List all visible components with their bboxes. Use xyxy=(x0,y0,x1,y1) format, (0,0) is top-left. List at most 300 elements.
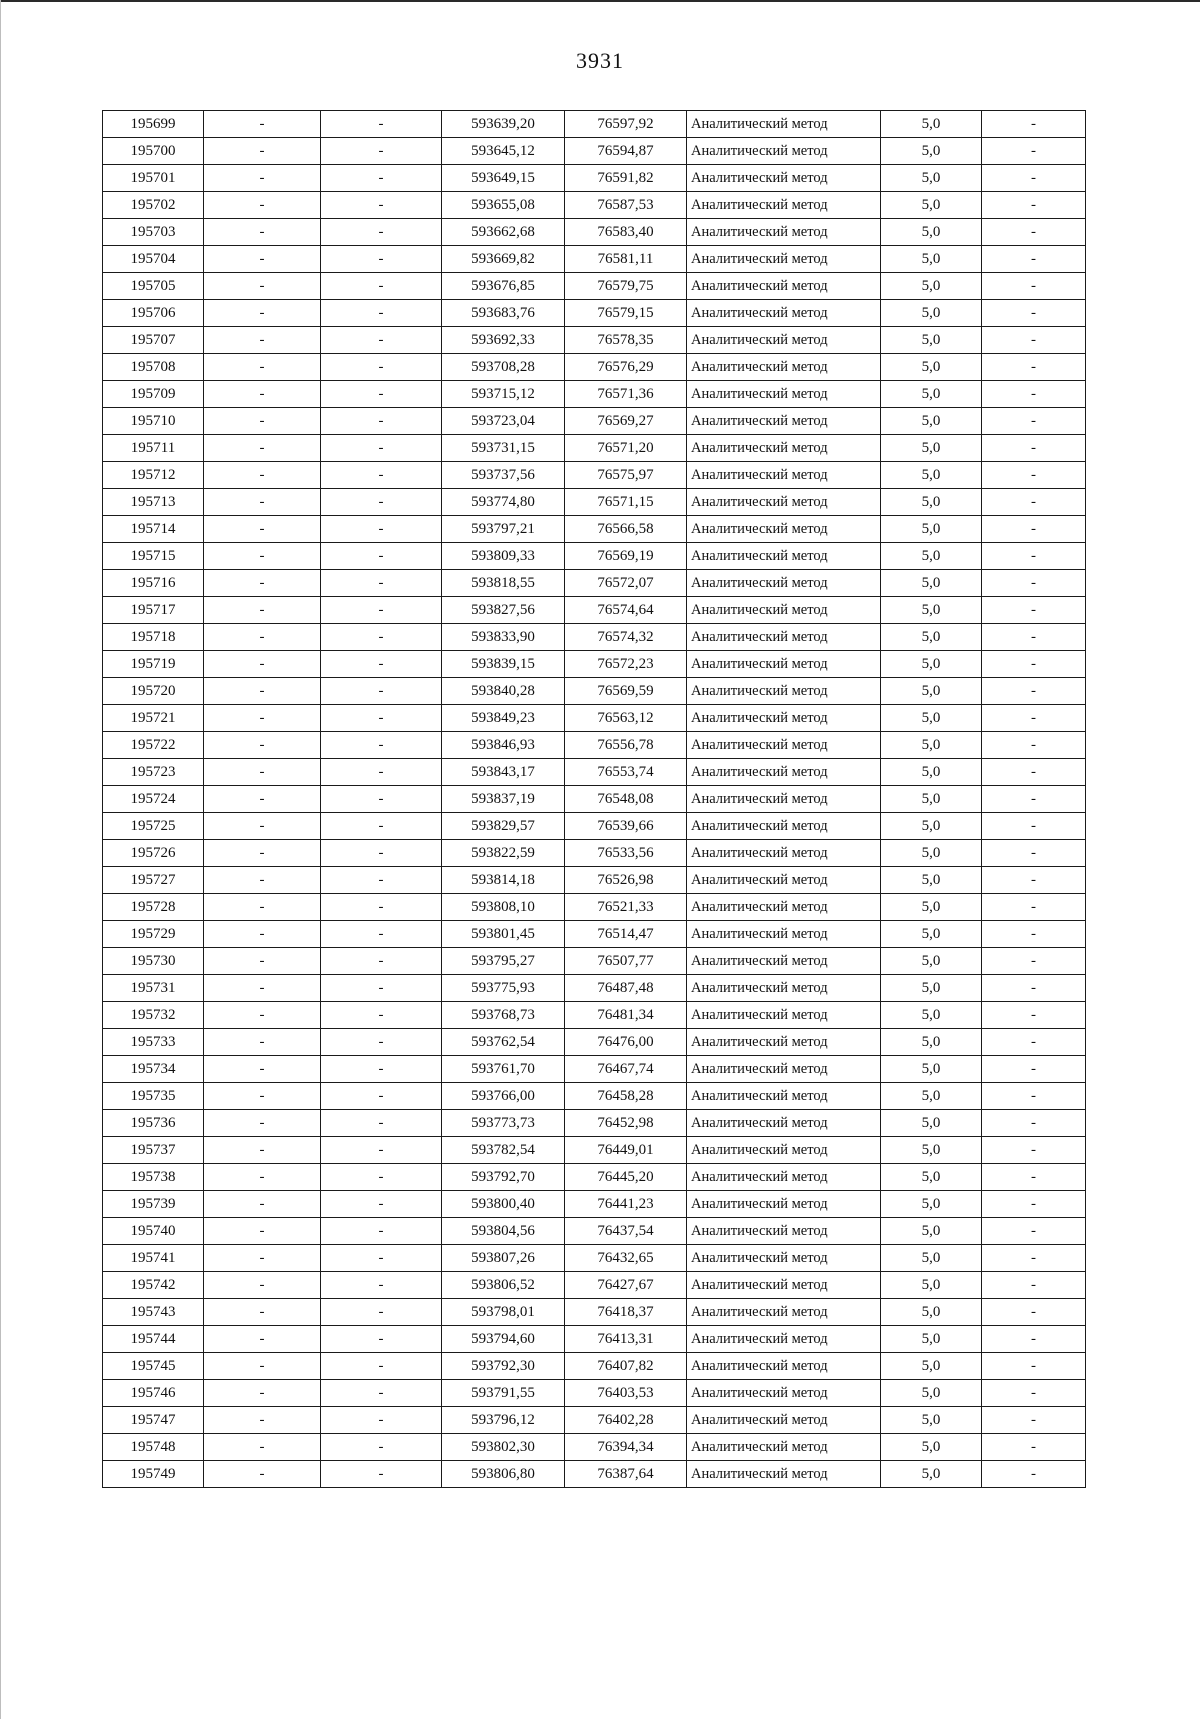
table-row xyxy=(103,894,1086,921)
cell-description: - xyxy=(982,678,1086,705)
cell-description: - xyxy=(982,1461,1086,1488)
table-row xyxy=(103,1164,1086,1191)
cell-y-coordinate: 76569,27 xyxy=(565,408,687,435)
cell-description: - xyxy=(982,1191,1086,1218)
cell-old-y: - xyxy=(321,597,442,624)
cell-old-x: - xyxy=(204,327,321,354)
cell-method: Аналитический метод xyxy=(687,1407,881,1434)
cell-y-coordinate: 76533,56 xyxy=(565,840,687,867)
cell-method: Аналитический метод xyxy=(687,624,881,651)
cell-y-coordinate: 76507,77 xyxy=(565,948,687,975)
cell-point-number: 195721 xyxy=(103,705,204,732)
cell-point-number: 195731 xyxy=(103,975,204,1002)
cell-description: - xyxy=(982,1056,1086,1083)
cell-old-y: - xyxy=(321,1056,442,1083)
cell-old-x: - xyxy=(204,1002,321,1029)
cell-method: Аналитический метод xyxy=(687,219,881,246)
cell-description: - xyxy=(982,975,1086,1002)
cell-method: Аналитический метод xyxy=(687,1326,881,1353)
cell-description: - xyxy=(982,273,1086,300)
cell-old-y: - xyxy=(321,894,442,921)
cell-description: - xyxy=(982,1245,1086,1272)
cell-old-x: - xyxy=(204,408,321,435)
cell-x-coordinate: 593809,33 xyxy=(442,543,565,570)
cell-x-coordinate: 593807,26 xyxy=(442,1245,565,1272)
cell-method: Аналитический метод xyxy=(687,975,881,1002)
cell-accuracy: 5,0 xyxy=(881,1245,982,1272)
cell-point-number: 195708 xyxy=(103,354,204,381)
cell-y-coordinate: 76569,19 xyxy=(565,543,687,570)
cell-accuracy: 5,0 xyxy=(881,381,982,408)
cell-description: - xyxy=(982,1110,1086,1137)
cell-point-number: 195746 xyxy=(103,1380,204,1407)
cell-point-number: 195738 xyxy=(103,1164,204,1191)
cell-method: Аналитический метод xyxy=(687,948,881,975)
cell-x-coordinate: 593731,15 xyxy=(442,435,565,462)
table-row xyxy=(103,381,1086,408)
cell-method: Аналитический метод xyxy=(687,867,881,894)
cell-point-number: 195702 xyxy=(103,192,204,219)
cell-accuracy: 5,0 xyxy=(881,1191,982,1218)
cell-old-x: - xyxy=(204,462,321,489)
cell-old-x: - xyxy=(204,354,321,381)
page-number: 3931 xyxy=(576,48,624,73)
cell-old-y: - xyxy=(321,489,442,516)
cell-x-coordinate: 593773,73 xyxy=(442,1110,565,1137)
cell-x-coordinate: 593822,59 xyxy=(442,840,565,867)
cell-description: - xyxy=(982,462,1086,489)
table-row xyxy=(103,300,1086,327)
cell-old-x: - xyxy=(204,1272,321,1299)
cell-point-number: 195728 xyxy=(103,894,204,921)
cell-point-number: 195703 xyxy=(103,219,204,246)
cell-method: Аналитический метод xyxy=(687,354,881,381)
cell-accuracy: 5,0 xyxy=(881,300,982,327)
table-row xyxy=(103,732,1086,759)
cell-x-coordinate: 593761,70 xyxy=(442,1056,565,1083)
cell-accuracy: 5,0 xyxy=(881,1407,982,1434)
cell-description: - xyxy=(982,165,1086,192)
cell-description: - xyxy=(982,597,1086,624)
cell-x-coordinate: 593662,68 xyxy=(442,219,565,246)
cell-y-coordinate: 76576,29 xyxy=(565,354,687,381)
cell-point-number: 195743 xyxy=(103,1299,204,1326)
cell-point-number: 195733 xyxy=(103,1029,204,1056)
cell-old-x: - xyxy=(204,759,321,786)
cell-accuracy: 5,0 xyxy=(881,867,982,894)
cell-y-coordinate: 76583,40 xyxy=(565,219,687,246)
table-row xyxy=(103,1137,1086,1164)
cell-method: Аналитический метод xyxy=(687,381,881,408)
cell-y-coordinate: 76407,82 xyxy=(565,1353,687,1380)
cell-accuracy: 5,0 xyxy=(881,1137,982,1164)
cell-accuracy: 5,0 xyxy=(881,516,982,543)
cell-point-number: 195735 xyxy=(103,1083,204,1110)
cell-y-coordinate: 76548,08 xyxy=(565,786,687,813)
cell-description: - xyxy=(982,1083,1086,1110)
cell-old-y: - xyxy=(321,975,442,1002)
table-row xyxy=(103,1218,1086,1245)
cell-old-x: - xyxy=(204,1407,321,1434)
cell-point-number: 195749 xyxy=(103,1461,204,1488)
cell-description: - xyxy=(982,786,1086,813)
cell-y-coordinate: 76539,66 xyxy=(565,813,687,840)
cell-accuracy: 5,0 xyxy=(881,732,982,759)
cell-method: Аналитический метод xyxy=(687,462,881,489)
cell-old-x: - xyxy=(204,381,321,408)
cell-x-coordinate: 593723,04 xyxy=(442,408,565,435)
cell-accuracy: 5,0 xyxy=(881,759,982,786)
cell-old-y: - xyxy=(321,1407,442,1434)
cell-point-number: 195737 xyxy=(103,1137,204,1164)
cell-old-y: - xyxy=(321,678,442,705)
table-row xyxy=(103,975,1086,1002)
cell-old-y: - xyxy=(321,1245,442,1272)
cell-description: - xyxy=(982,624,1086,651)
cell-old-x: - xyxy=(204,1380,321,1407)
cell-accuracy: 5,0 xyxy=(881,1002,982,1029)
cell-x-coordinate: 593795,27 xyxy=(442,948,565,975)
cell-accuracy: 5,0 xyxy=(881,111,982,138)
cell-y-coordinate: 76591,82 xyxy=(565,165,687,192)
cell-point-number: 195705 xyxy=(103,273,204,300)
cell-description: - xyxy=(982,570,1086,597)
cell-old-x: - xyxy=(204,651,321,678)
cell-method: Аналитический метод xyxy=(687,813,881,840)
cell-accuracy: 5,0 xyxy=(881,1272,982,1299)
cell-method: Аналитический метод xyxy=(687,840,881,867)
cell-old-y: - xyxy=(321,516,442,543)
cell-x-coordinate: 593798,01 xyxy=(442,1299,565,1326)
cell-y-coordinate: 76597,92 xyxy=(565,111,687,138)
cell-y-coordinate: 76572,23 xyxy=(565,651,687,678)
table-row xyxy=(103,867,1086,894)
cell-description: - xyxy=(982,1380,1086,1407)
cell-old-x: - xyxy=(204,840,321,867)
cell-x-coordinate: 593814,18 xyxy=(442,867,565,894)
cell-old-y: - xyxy=(321,246,442,273)
cell-x-coordinate: 593839,15 xyxy=(442,651,565,678)
cell-old-y: - xyxy=(321,165,442,192)
cell-y-coordinate: 76402,28 xyxy=(565,1407,687,1434)
cell-accuracy: 5,0 xyxy=(881,246,982,273)
cell-accuracy: 5,0 xyxy=(881,408,982,435)
cell-point-number: 195740 xyxy=(103,1218,204,1245)
cell-method: Аналитический метод xyxy=(687,786,881,813)
cell-description: - xyxy=(982,192,1086,219)
cell-description: - xyxy=(982,327,1086,354)
cell-old-y: - xyxy=(321,1110,442,1137)
coordinates-table-body xyxy=(103,111,1086,1488)
cell-old-x: - xyxy=(204,1326,321,1353)
cell-old-x: - xyxy=(204,516,321,543)
cell-method: Аналитический метод xyxy=(687,705,881,732)
table-row xyxy=(103,165,1086,192)
cell-description: - xyxy=(982,732,1086,759)
cell-old-y: - xyxy=(321,354,442,381)
cell-y-coordinate: 76437,54 xyxy=(565,1218,687,1245)
cell-y-coordinate: 76432,65 xyxy=(565,1245,687,1272)
cell-accuracy: 5,0 xyxy=(881,840,982,867)
cell-method: Аналитический метод xyxy=(687,246,881,273)
cell-old-y: - xyxy=(321,138,442,165)
cell-description: - xyxy=(982,1029,1086,1056)
cell-description: - xyxy=(982,1326,1086,1353)
cell-point-number: 195717 xyxy=(103,597,204,624)
cell-y-coordinate: 76481,34 xyxy=(565,1002,687,1029)
cell-accuracy: 5,0 xyxy=(881,597,982,624)
cell-y-coordinate: 76467,74 xyxy=(565,1056,687,1083)
cell-description: - xyxy=(982,408,1086,435)
cell-x-coordinate: 593837,19 xyxy=(442,786,565,813)
cell-description: - xyxy=(982,705,1086,732)
table-row xyxy=(103,570,1086,597)
table-row xyxy=(103,273,1086,300)
cell-y-coordinate: 76581,11 xyxy=(565,246,687,273)
cell-accuracy: 5,0 xyxy=(881,624,982,651)
cell-x-coordinate: 593827,56 xyxy=(442,597,565,624)
cell-accuracy: 5,0 xyxy=(881,462,982,489)
cell-old-x: - xyxy=(204,1137,321,1164)
cell-accuracy: 5,0 xyxy=(881,1218,982,1245)
cell-accuracy: 5,0 xyxy=(881,894,982,921)
cell-method: Аналитический метод xyxy=(687,678,881,705)
cell-description: - xyxy=(982,111,1086,138)
table-row xyxy=(103,246,1086,273)
cell-accuracy: 5,0 xyxy=(881,1083,982,1110)
cell-method: Аналитический метод xyxy=(687,651,881,678)
cell-description: - xyxy=(982,840,1086,867)
cell-y-coordinate: 76514,47 xyxy=(565,921,687,948)
cell-accuracy: 5,0 xyxy=(881,948,982,975)
cell-y-coordinate: 76579,75 xyxy=(565,273,687,300)
cell-method: Аналитический метод xyxy=(687,1002,881,1029)
cell-description: - xyxy=(982,813,1086,840)
cell-method: Аналитический метод xyxy=(687,1380,881,1407)
cell-method: Аналитический метод xyxy=(687,597,881,624)
cell-method: Аналитический метод xyxy=(687,1191,881,1218)
cell-x-coordinate: 593843,17 xyxy=(442,759,565,786)
cell-old-x: - xyxy=(204,813,321,840)
cell-old-y: - xyxy=(321,1137,442,1164)
cell-old-y: - xyxy=(321,462,442,489)
cell-old-y: - xyxy=(321,624,442,651)
table-row xyxy=(103,138,1086,165)
cell-x-coordinate: 593806,80 xyxy=(442,1461,565,1488)
cell-y-coordinate: 76487,48 xyxy=(565,975,687,1002)
cell-accuracy: 5,0 xyxy=(881,192,982,219)
cell-old-y: - xyxy=(321,948,442,975)
cell-accuracy: 5,0 xyxy=(881,705,982,732)
cell-method: Аналитический метод xyxy=(687,165,881,192)
cell-description: - xyxy=(982,1353,1086,1380)
cell-x-coordinate: 593794,60 xyxy=(442,1326,565,1353)
cell-old-x: - xyxy=(204,1299,321,1326)
cell-old-y: - xyxy=(321,570,442,597)
cell-x-coordinate: 593708,28 xyxy=(442,354,565,381)
cell-method: Аналитический метод xyxy=(687,1083,881,1110)
cell-method: Аналитический метод xyxy=(687,273,881,300)
cell-old-x: - xyxy=(204,732,321,759)
cell-old-y: - xyxy=(321,867,442,894)
cell-accuracy: 5,0 xyxy=(881,138,982,165)
cell-old-y: - xyxy=(321,300,442,327)
cell-description: - xyxy=(982,1272,1086,1299)
table-row xyxy=(103,543,1086,570)
cell-old-y: - xyxy=(321,1272,442,1299)
table-row xyxy=(103,786,1086,813)
cell-description: - xyxy=(982,489,1086,516)
cell-x-coordinate: 593840,28 xyxy=(442,678,565,705)
cell-old-x: - xyxy=(204,948,321,975)
cell-old-y: - xyxy=(321,813,442,840)
cell-point-number: 195701 xyxy=(103,165,204,192)
cell-method: Аналитический метод xyxy=(687,759,881,786)
cell-x-coordinate: 593766,00 xyxy=(442,1083,565,1110)
cell-method: Аналитический метод xyxy=(687,1029,881,1056)
cell-method: Аналитический метод xyxy=(687,1272,881,1299)
cell-x-coordinate: 593796,12 xyxy=(442,1407,565,1434)
cell-x-coordinate: 593849,23 xyxy=(442,705,565,732)
cell-method: Аналитический метод xyxy=(687,543,881,570)
cell-y-coordinate: 76556,78 xyxy=(565,732,687,759)
cell-method: Аналитический метод xyxy=(687,1164,881,1191)
cell-point-number: 195732 xyxy=(103,1002,204,1029)
cell-point-number: 195747 xyxy=(103,1407,204,1434)
table-row xyxy=(103,840,1086,867)
cell-y-coordinate: 76521,33 xyxy=(565,894,687,921)
table-row xyxy=(103,111,1086,138)
table-row xyxy=(103,516,1086,543)
cell-x-coordinate: 593800,40 xyxy=(442,1191,565,1218)
cell-point-number: 195699 xyxy=(103,111,204,138)
cell-old-y: - xyxy=(321,273,442,300)
scan-edge-top xyxy=(0,0,1200,2)
cell-x-coordinate: 593833,90 xyxy=(442,624,565,651)
cell-accuracy: 5,0 xyxy=(881,273,982,300)
cell-description: - xyxy=(982,1002,1086,1029)
cell-x-coordinate: 593792,70 xyxy=(442,1164,565,1191)
cell-x-coordinate: 593683,76 xyxy=(442,300,565,327)
cell-old-x: - xyxy=(204,1083,321,1110)
cell-y-coordinate: 76571,20 xyxy=(565,435,687,462)
cell-y-coordinate: 76574,32 xyxy=(565,624,687,651)
cell-accuracy: 5,0 xyxy=(881,570,982,597)
cell-old-x: - xyxy=(204,1029,321,1056)
cell-x-coordinate: 593818,55 xyxy=(442,570,565,597)
cell-x-coordinate: 593649,15 xyxy=(442,165,565,192)
cell-accuracy: 5,0 xyxy=(881,921,982,948)
cell-description: - xyxy=(982,435,1086,462)
table-row xyxy=(103,462,1086,489)
cell-accuracy: 5,0 xyxy=(881,543,982,570)
cell-old-x: - xyxy=(204,921,321,948)
table-row xyxy=(103,1245,1086,1272)
cell-accuracy: 5,0 xyxy=(881,1380,982,1407)
table-row xyxy=(103,1407,1086,1434)
cell-x-coordinate: 593645,12 xyxy=(442,138,565,165)
cell-accuracy: 5,0 xyxy=(881,1110,982,1137)
cell-point-number: 195713 xyxy=(103,489,204,516)
cell-method: Аналитический метод xyxy=(687,1461,881,1488)
cell-accuracy: 5,0 xyxy=(881,1164,982,1191)
cell-description: - xyxy=(982,1164,1086,1191)
cell-point-number: 195714 xyxy=(103,516,204,543)
cell-old-x: - xyxy=(204,1461,321,1488)
table-row xyxy=(103,354,1086,381)
table-row xyxy=(103,219,1086,246)
cell-old-y: - xyxy=(321,408,442,435)
table-row xyxy=(103,1353,1086,1380)
cell-point-number: 195710 xyxy=(103,408,204,435)
cell-old-y: - xyxy=(321,1029,442,1056)
scan-edge-left xyxy=(0,0,1,1719)
cell-old-x: - xyxy=(204,867,321,894)
cell-description: - xyxy=(982,867,1086,894)
cell-point-number: 195739 xyxy=(103,1191,204,1218)
cell-method: Аналитический метод xyxy=(687,1245,881,1272)
cell-y-coordinate: 76594,87 xyxy=(565,138,687,165)
cell-y-coordinate: 76445,20 xyxy=(565,1164,687,1191)
cell-method: Аналитический метод xyxy=(687,138,881,165)
cell-y-coordinate: 76394,34 xyxy=(565,1434,687,1461)
cell-x-coordinate: 593808,10 xyxy=(442,894,565,921)
cell-method: Аналитический метод xyxy=(687,327,881,354)
cell-old-y: - xyxy=(321,1353,442,1380)
cell-description: - xyxy=(982,894,1086,921)
cell-point-number: 195726 xyxy=(103,840,204,867)
table-row xyxy=(103,813,1086,840)
cell-old-y: - xyxy=(321,732,442,759)
cell-old-x: - xyxy=(204,1218,321,1245)
cell-y-coordinate: 76387,64 xyxy=(565,1461,687,1488)
cell-method: Аналитический метод xyxy=(687,570,881,597)
table-row xyxy=(103,1083,1086,1110)
cell-old-y: - xyxy=(321,705,442,732)
cell-y-coordinate: 76587,53 xyxy=(565,192,687,219)
cell-point-number: 195719 xyxy=(103,651,204,678)
cell-old-y: - xyxy=(321,786,442,813)
cell-old-y: - xyxy=(321,1326,442,1353)
cell-old-x: - xyxy=(204,1110,321,1137)
cell-x-coordinate: 593797,21 xyxy=(442,516,565,543)
cell-y-coordinate: 76418,37 xyxy=(565,1299,687,1326)
cell-old-x: - xyxy=(204,678,321,705)
cell-method: Аналитический метод xyxy=(687,1299,881,1326)
cell-point-number: 195748 xyxy=(103,1434,204,1461)
table-row xyxy=(103,1029,1086,1056)
cell-accuracy: 5,0 xyxy=(881,165,982,192)
table-row xyxy=(103,1002,1086,1029)
cell-description: - xyxy=(982,759,1086,786)
cell-old-y: - xyxy=(321,1191,442,1218)
cell-x-coordinate: 593802,30 xyxy=(442,1434,565,1461)
cell-description: - xyxy=(982,543,1086,570)
cell-y-coordinate: 76574,64 xyxy=(565,597,687,624)
cell-accuracy: 5,0 xyxy=(881,1299,982,1326)
table-row xyxy=(103,435,1086,462)
table-row xyxy=(103,1434,1086,1461)
cell-x-coordinate: 593801,45 xyxy=(442,921,565,948)
table-row xyxy=(103,192,1086,219)
cell-description: - xyxy=(982,300,1086,327)
cell-old-y: - xyxy=(321,1380,442,1407)
cell-x-coordinate: 593768,73 xyxy=(442,1002,565,1029)
table-row xyxy=(103,1299,1086,1326)
cell-y-coordinate: 76526,98 xyxy=(565,867,687,894)
cell-method: Аналитический метод xyxy=(687,111,881,138)
cell-old-x: - xyxy=(204,894,321,921)
